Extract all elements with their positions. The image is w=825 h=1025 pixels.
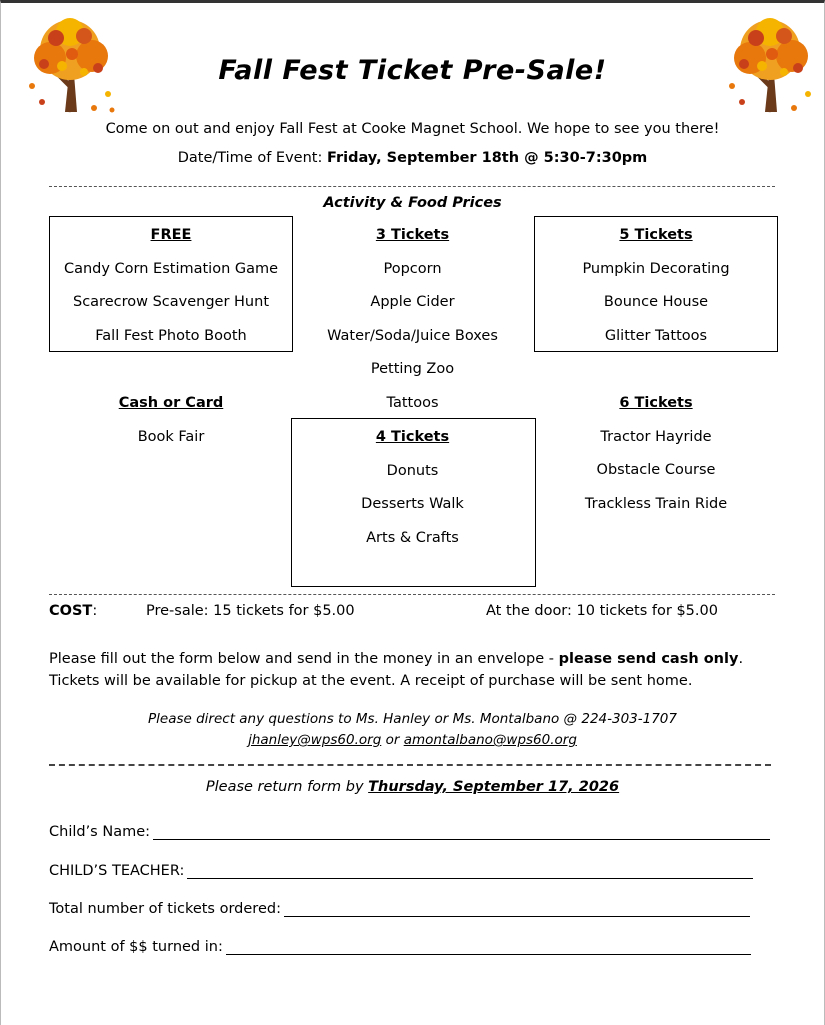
free-header: FREE xyxy=(150,227,192,243)
page-title: Fall Fest Ticket Pre-Sale! xyxy=(218,55,607,86)
four-tickets-header: 4 Tickets xyxy=(375,429,450,445)
three-tickets-column xyxy=(291,224,534,425)
five-tickets-item: Bounce House xyxy=(603,294,709,310)
event-date xyxy=(0,150,825,166)
contact-emails xyxy=(0,732,825,748)
instructions-line1 xyxy=(49,648,743,670)
three-tickets-item: Popcorn xyxy=(383,260,442,277)
cash-card-column xyxy=(49,392,293,459)
four-tickets-column xyxy=(291,426,534,560)
free-item: Scarecrow Scavenger Hunt xyxy=(73,294,269,310)
teacher-line[interactable] xyxy=(187,862,753,879)
four-tickets-item: Donuts xyxy=(386,462,439,479)
contact-line: Please direct any questions to Ms. Hanley or Ms. Montalbano @ 224-303-1707 xyxy=(148,711,677,727)
teacher-field[interactable] xyxy=(49,862,753,879)
event-date-label: Date/Time of Event: xyxy=(177,150,327,166)
child-name-label: Child’s Name: xyxy=(49,824,151,840)
five-tickets-header: 5 Tickets xyxy=(619,227,693,243)
cost-label-wrap xyxy=(49,603,97,619)
three-tickets-item: Petting Zoo xyxy=(370,361,455,377)
three-tickets-item: Water/Soda/Juice Boxes xyxy=(327,327,498,344)
event-date-value: Friday, September 18th @ 5:30-7:30pm xyxy=(326,150,648,166)
cost-presale: Pre-sale: 15 tickets for $5.00 xyxy=(146,603,355,619)
amount-line[interactable] xyxy=(226,938,751,955)
child-name-line[interactable] xyxy=(153,823,770,840)
three-tickets-item: Apple Cider xyxy=(370,294,455,310)
divider-cut-line xyxy=(49,764,771,766)
instructions-line2: Tickets will be available for pickup at the event. A receipt of purchase will be sent home. xyxy=(49,673,693,689)
email-link-hanley[interactable]: jhanley@wps60.org xyxy=(248,732,382,748)
six-tickets-item: Trackless Train Ride xyxy=(584,495,728,512)
instructions-text: Please fill out the form below and send in the money in an envelope - xyxy=(49,651,559,667)
free-item: Fall Fest Photo Booth xyxy=(95,327,247,344)
cash-card-item: Book Fair xyxy=(137,428,205,445)
prices-title: Activity & Food Prices xyxy=(323,195,502,211)
contact-or: or xyxy=(385,732,400,748)
three-tickets-item: Tattoos xyxy=(386,394,439,411)
five-tickets-column xyxy=(534,224,778,358)
divider-middle xyxy=(49,594,775,595)
six-tickets-header: 6 Tickets xyxy=(619,395,693,411)
tickets-ordered-field[interactable] xyxy=(49,900,750,917)
return-date: Thursday, September 17, 2026 xyxy=(368,779,620,795)
instructions-period: . xyxy=(738,651,744,667)
instructions-cash-only: please send cash only xyxy=(558,651,739,667)
free-item: Candy Corn Estimation Game xyxy=(63,260,279,277)
three-tickets-header: 3 Tickets xyxy=(375,227,450,243)
child-name-field[interactable] xyxy=(49,823,770,840)
five-tickets-item: Pumpkin Decorating xyxy=(582,260,730,277)
email-link-montalbano[interactable]: amontalbano@wps60.org xyxy=(403,732,577,748)
return-label: Please return form by xyxy=(205,779,369,795)
six-tickets-column xyxy=(534,392,778,526)
cost-door: At the door: 10 tickets for $5.00 xyxy=(486,603,718,619)
four-tickets-item: Arts & Crafts xyxy=(366,529,459,546)
amount-label: Amount of $$ turned in: xyxy=(49,939,223,955)
intro-text: Come on out and enjoy Fall Fest at Cooke Magnet School. We hope to see you there! xyxy=(105,121,720,137)
tickets-ordered-label: Total number of tickets ordered: xyxy=(49,901,281,917)
return-by xyxy=(0,779,825,795)
cash-card-header: Cash or Card xyxy=(118,395,224,411)
teacher-label: CHILD’S TEACHER: xyxy=(49,863,185,879)
four-tickets-item: Desserts Walk xyxy=(361,496,464,512)
six-tickets-item: Tractor Hayride xyxy=(600,428,712,445)
divider-top xyxy=(49,186,775,187)
tickets-ordered-line[interactable] xyxy=(284,900,750,917)
six-tickets-item: Obstacle Course xyxy=(596,462,716,478)
cost-colon: : xyxy=(92,603,98,619)
amount-field[interactable] xyxy=(49,938,751,955)
cost-label: COST xyxy=(49,603,93,619)
free-column xyxy=(49,224,293,358)
five-tickets-item: Glitter Tattoos xyxy=(604,327,708,344)
